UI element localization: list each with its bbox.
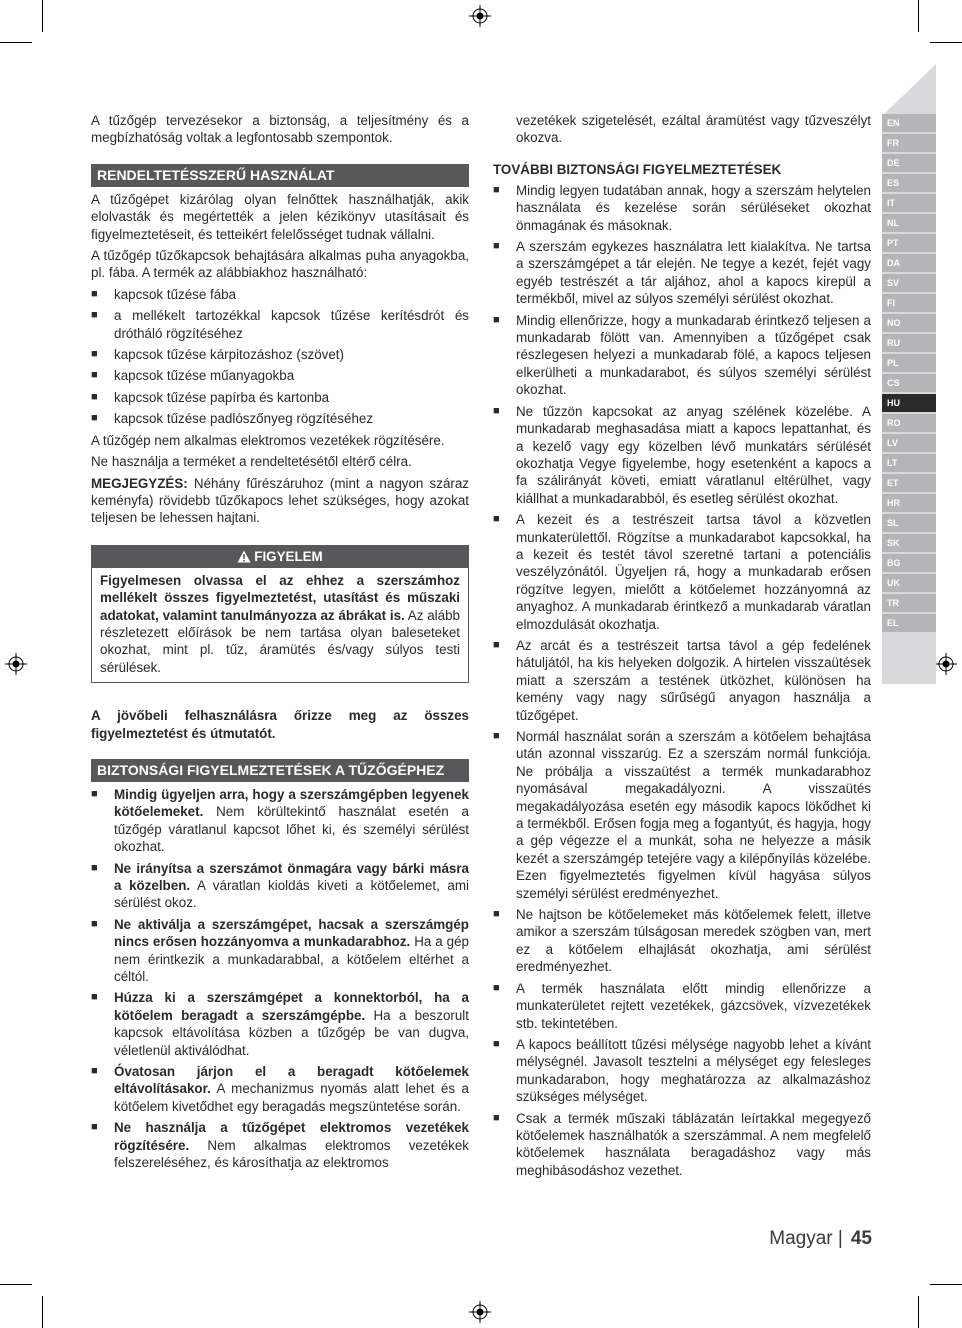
crop-mark xyxy=(918,1296,919,1328)
registration-mark-icon xyxy=(469,5,491,27)
list-item: ■ A kapocs beállított tűzési mélysége nagyobb lehet a kívánt mélységnél. Javasolt tesztelni a mélységet egy felesleges munkadarabon, hogy meghatározza az alkalmazáshoz szükséges mélységet. xyxy=(493,1036,871,1105)
language-tab-uk[interactable]: UK xyxy=(882,574,936,592)
list-item: ■ Ne irányítsa a szerszámot önmagára vagy bárki másra a közelben. A váratlan kioldás kiveti a kötőelemet, ami sérülést okoz. xyxy=(91,860,469,911)
language-tab-lt[interactable]: LT xyxy=(882,454,936,472)
list-item: ■ Húzza ki a szerszámgépet a konnektorból, ha a kötőelem beragadt a szerszámgépbe. Ha a beszorult kapcsok eltávolítása közben a tűzőgép be van dugva, véletlenül aktiválódhat. xyxy=(91,990,469,1058)
crop-mark xyxy=(0,1284,32,1285)
intended-use-paragraph: Ne használja a terméket a rendeltetésétől eltérő célra. xyxy=(91,454,412,470)
bullet-icon: ■ xyxy=(91,369,98,382)
language-tab-sv[interactable]: SV xyxy=(882,274,936,292)
list-item: ■ kapcsok tűzése műanyagokba xyxy=(91,368,295,384)
bullet-icon: ■ xyxy=(91,1121,98,1134)
list-item: ■ kapcsok tűzése padlószőnyeg rögzítéséhez xyxy=(91,411,374,427)
bullet-icon: ■ xyxy=(91,861,98,874)
language-tab-de[interactable]: DE xyxy=(882,154,936,172)
language-tab-it[interactable]: IT xyxy=(882,194,936,212)
additional-safety-list xyxy=(493,182,871,1179)
language-tab-et[interactable]: ET xyxy=(882,474,936,492)
language-tab-nl[interactable]: NL xyxy=(882,214,936,232)
warning-title: FIGYELEM xyxy=(254,548,323,564)
bullet-icon: ■ xyxy=(91,287,98,300)
bullet-icon: ■ xyxy=(493,183,500,196)
section-title-additional-safety: TOVÁBBI BIZTONSÁGI FIGYELMEZTETÉSEK xyxy=(493,161,782,177)
language-tab-lv[interactable]: LV xyxy=(882,434,936,452)
language-tab-ro[interactable]: RO xyxy=(882,414,936,432)
language-tab-hr[interactable]: HR xyxy=(882,494,936,512)
note-label: MEGJEGYZÉS: xyxy=(91,475,188,491)
language-tabs xyxy=(882,114,936,634)
list-item: ■ a mellékelt tartozékkal kapcsok tűzése kerítésdrót és drótháló rögzítéséhez xyxy=(91,308,469,341)
intro-paragraph: A tűzőgép tervezésekor a biztonság, a teljesítmény és a megbízhatóság voltak a legfontosabb szempontok. xyxy=(91,113,469,146)
language-tab-cs[interactable]: CS xyxy=(882,374,936,392)
intended-use-paragraph: A tűzőgép nem alkalmas elektromos vezetékek rögzítésére. xyxy=(91,432,445,448)
bullet-icon: ■ xyxy=(493,730,500,742)
bullet-icon: ■ xyxy=(493,638,500,651)
intended-use-paragraph: A tűzőgépet kizárólag olyan felnőttek használhatják, akik elolvasták és megértették a jelen kézikönyv utasításait és figyelmeztetéseit, és tetteikért felelősséget tudnak vállalni. xyxy=(91,191,469,242)
list-item: ■ Csak a termék műszaki táblázatán leírtakkal megegyező kötőelemek használhatók a szerszámmal. A nem megfelelő kötőelemek használata beragadáshoz vagy más meghibásodáshoz vezethet. xyxy=(493,1110,871,1178)
list-item: ■ Ne tűzzön kapcsokat az anyag szélének közelébe. A munkadarab meghasadása miatt a kapocs lepattanhat, és a kezelő vagy egy közelben lévő munkatárs sérülését okozhatja Vegye figyelembe, hogy esetenként a kapocs a fa szálirányát követi, emiatt váratlanul eltérülhet, vagy kiállhat a munkadarabból, és esetleg sérülést okozhat. xyxy=(493,403,871,506)
language-tab-el[interactable]: EL xyxy=(882,614,936,632)
uses-list xyxy=(91,286,469,428)
crop-mark xyxy=(930,1284,962,1285)
right-column xyxy=(493,112,871,1179)
language-tab-pt[interactable]: PT xyxy=(882,234,936,252)
list-item: ■ Ne aktiválja a szerszámgépet, hacsak a szerszámgép nincs erősen hozzányomva a munkadarabhoz. Ha a gép nem érintkezik a munkadarabbal, a kötőelem eltérhet a céltól. xyxy=(91,916,469,985)
list-item: ■ Mindig ellenőrizze, hogy a munkadarab érintkező teljesen a munkadarab fölött van. Amennyiben a tűzőgépet csak részlegesen helyezi a munkadarab fölé, a kapocs teljesen elkerülheti a munkadarabot, és súlyos személyi sérülést okozhat. xyxy=(493,312,871,398)
registration-mark-icon xyxy=(469,1301,491,1323)
language-tab-hu[interactable]: HU xyxy=(882,394,936,412)
list-item: ■ Ne hajtson be kötőelemeket más kötőelemek felett, illetve amikor a szerszám túlságosan meredek szögben van, mert ez a kötőelem elhajlását okozhatja, ami sérülést eredményezhet. xyxy=(493,907,871,975)
language-tab-sk[interactable]: SK xyxy=(882,534,936,552)
section-title-safety: BIZTONSÁGI FIGYELMEZTETÉSEK A TŰZŐGÉPHEZ xyxy=(91,759,469,782)
language-tab-ru[interactable]: RU xyxy=(882,334,936,352)
bullet-icon: ■ xyxy=(91,348,98,361)
bullet-icon: ■ xyxy=(493,513,500,526)
crop-mark xyxy=(42,1296,43,1328)
list-item: ■ kapcsok tűzése kárpitozáshoz (szövet) xyxy=(91,347,344,363)
warning-triangle-icon xyxy=(237,550,251,563)
list-item: ■ Az arcát és a testrészeit tartsa távol a gép fedelének hátuljától, ha kis helyeken dolgozik. A hirtelen visszaütések miatt a szerszám a testének ütközhet, különösen ha kemény vagy nagy sűrűségű anyagon használja a tűzőgépet. xyxy=(493,637,871,723)
language-tab-da[interactable]: DA xyxy=(882,254,936,272)
crop-mark xyxy=(0,42,32,43)
language-index xyxy=(882,64,936,684)
language-tab-no[interactable]: NO xyxy=(882,314,936,332)
warning-box xyxy=(91,545,469,683)
bullet-icon: ■ xyxy=(91,917,98,930)
list-item: ■ A szerszám egykezes használatra lett kialakítva. Ne tartsa a szerszámgépet a tár elején. Ne tegye a kezét, fejét vagy egyéb testrészét a tár aljához, ahol a kapocs kirepül a termékből, mivel az súlyos személyi sérülést okozhat. xyxy=(493,239,871,307)
bullet-icon: ■ xyxy=(493,404,500,417)
page-number: 45 xyxy=(850,1228,872,1249)
bullet-icon: ■ xyxy=(493,981,500,994)
language-tab-pl[interactable]: PL xyxy=(882,354,936,372)
language-tab-fi[interactable]: FI xyxy=(882,294,936,312)
page-footer xyxy=(769,1228,872,1250)
warning-header xyxy=(92,546,468,568)
left-column xyxy=(91,112,469,1172)
language-tab-tr[interactable]: TR xyxy=(882,594,936,612)
bullet-icon: ■ xyxy=(91,309,98,322)
crop-mark xyxy=(930,42,962,43)
warning-text: Figyelmesen olvassa el az ehhez a szerszámhoz mellékelt összes figyelmeztetést, utasítást és műszaki adatokat, valamint tanulmányozza az ábrákat is. Az alább részletezett előírások be nem tartása olyan baleseteket okozhat, mint pl. tűz, áramütés és/vagy súlyos testi sérülések. xyxy=(100,572,460,675)
bullet-icon: ■ xyxy=(493,313,500,326)
section-title-intended-use: RENDELTETÉSSZERŰ HASZNÁLAT xyxy=(91,164,469,187)
list-item: ■ Mindig ügyeljen arra, hogy a szerszámgépben legyenek kötőelemeket. Nem körültekintő használat esetén a tűzőgép váratlanul kapcsot lőhet ki, és személyi sérülést okozhat. xyxy=(91,786,469,855)
list-item: ■ A termék használata előtt mindig ellenőrizze a munkaterületet rejtett vezetékek, gázcsövek, vízvezetékek stb. tekintetében. xyxy=(493,980,871,1031)
registration-mark-icon xyxy=(5,653,27,675)
crop-mark xyxy=(42,0,43,32)
language-tab-bg[interactable]: BG xyxy=(882,554,936,572)
list-item: ■ Ne használja a tűzőgépet elektromos vezetékek rögzítésére. Nem alkalmas elektromos vezetékek felszereléséhez, és károsíthatja az elektromos xyxy=(91,1120,469,1171)
bullet-icon: ■ xyxy=(91,412,98,425)
registration-mark-icon xyxy=(935,653,957,675)
bullet-icon: ■ xyxy=(91,390,98,403)
language-tab-fr[interactable]: FR xyxy=(882,134,936,152)
note-paragraph: MEGJEGYZÉS: Néhány fűrészáruhoz (mint a nagyon száraz keményfa) rövidebb tűzőkapocs lehet szükséges, hogy azokat teljesen be lehessen hajtani. xyxy=(91,475,469,526)
bullet-icon: ■ xyxy=(91,787,98,800)
continued-paragraph: vezetékek szigetelését, ezáltal áramütést vagy tűzveszélyt okozva. xyxy=(516,113,871,146)
language-tab-en[interactable]: EN xyxy=(882,114,936,132)
bullet-icon: ■ xyxy=(91,1065,98,1078)
bullet-icon: ■ xyxy=(493,1111,500,1124)
list-item: ■ A kezeit és a testrészeit tartsa távol a közvetlen munkaterülettől. Rögzítse a munkadarabot kapcsokkal, ha a kezeit és testét távol szeretné tartani a potenciális veszélyzónától. Ügyeljen rá, hogy a munkadarab erősen rögzítve legyen, mielőtt a kötőelemet hozzányomná az anyaghoz. A munkadarab érintkező a munkadarab váratlan elmozdulását okozhatja. xyxy=(493,512,871,632)
crop-mark xyxy=(918,0,919,32)
list-item: ■ Óvatosan járjon el a beragadt kötőelemek eltávolításakor. A mechanizmus nyomás alatt lehet és a kötőelem kivetődhet egy beragadás megszüntetése során. xyxy=(91,1064,469,1114)
intended-use-paragraph: A tűzőgép tűzőkapcsok behajtására alkalmas puha anyagokba, pl. fába. A termék az alábbiakhoz használható: xyxy=(91,248,469,281)
list-item: ■ kapcsok tűzése fába xyxy=(91,286,237,302)
language-tab-sl[interactable]: SL xyxy=(882,514,936,532)
bullet-icon: ■ xyxy=(493,908,500,921)
bullet-icon: ■ xyxy=(493,1037,500,1050)
bullet-icon: ■ xyxy=(493,240,500,253)
list-item: ■ Normál használat során a szerszám a kötőelem behajtása után azonnal visszarúg. Ez a szerszám normál funkciója. Ne próbálja a visszaütést a termék munkadarabhoz nyomásával megakadályozni. A visszaütés megakadályozása esetén egy második kapocs lökődhet ki a termékből. Erősen fogja meg a fogantyút, és hagyja, hogy a gép végezze el a munkát, soha ne helyezze a másik kezét a szerszámgép tetejére vagy a kilépőnyílás közelébe. Ezen figyelmeztetés figyelmen kívül hagyása súlyos személyi sérülést eredményezhet. xyxy=(493,729,871,901)
list-item: ■ Mindig legyen tudatában annak, hogy a szerszám helytelen használata és kezelése során sérüléseket okozhat önmagának és másoknak. xyxy=(493,182,871,233)
footer-language: Magyar | xyxy=(769,1228,843,1249)
language-tab-es[interactable]: ES xyxy=(882,174,936,192)
bullet-icon: ■ xyxy=(91,991,98,1004)
keep-instructions: A jövőbeli felhasználásra őrizze meg az összes figyelmeztetést és útmutatót. xyxy=(91,708,469,741)
list-item: ■ kapcsok tűzése papírba és kartonba xyxy=(91,389,330,405)
safety-list xyxy=(91,786,469,1172)
